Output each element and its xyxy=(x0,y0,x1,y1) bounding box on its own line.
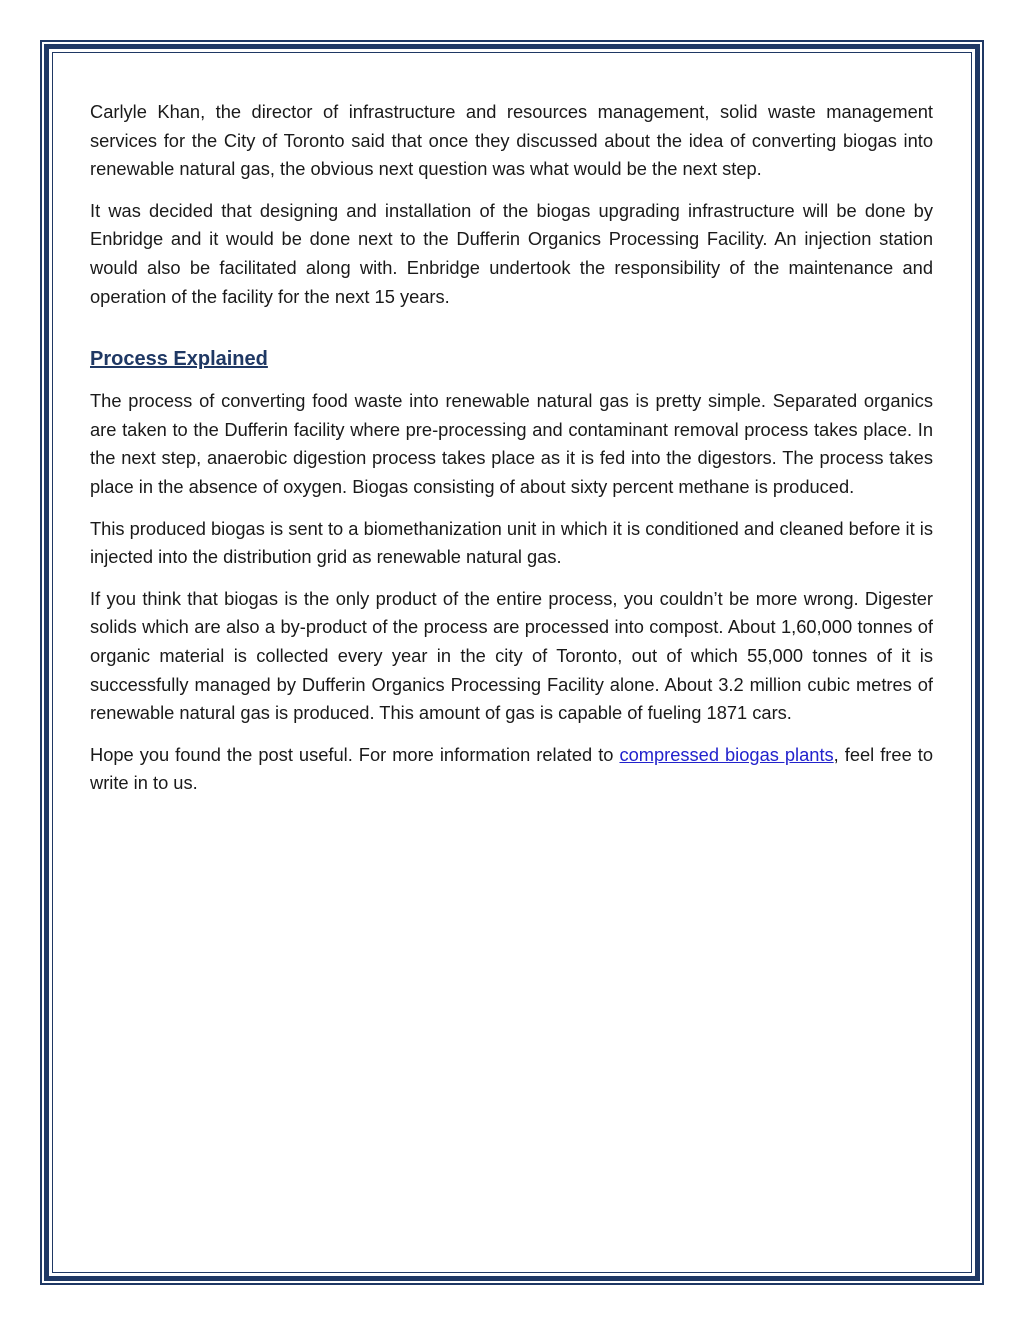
closing-text-after-link: , feel free to write in to us. xyxy=(90,743,933,794)
paragraph-process: The process of converting food waste into renewable natural gas is pretty simple. Separated organics are taken to the Dufferin facility where pre-processing and contaminant removal process takes place. In the next step, anaerobic digestion process takes place as it is fed into the digestors. The process takes place in the absence of oxygen. Biogas consisting of about sixty percent methane is produced. xyxy=(90,390,933,497)
closing-text-before-link: Hope you found the post useful. For more information related to xyxy=(90,743,620,765)
paragraph-carlyle-khan: Carlyle Khan, the director of infrastructure and resources management, solid waste management services for the City of Toronto said that once they discussed about the idea of converting biogas into renewable natural gas, the obvious next question was what would be the next step. xyxy=(90,101,933,180)
section-heading: Process Explained xyxy=(90,348,268,371)
paragraph-compost: If you think that biogas is the only product of the entire process, you couldn’t be more wrong. Digester solids which are also a by-product of the process are processed into compost. About 1,60,000 tonnes of organic material is collected every year in the city of Toronto, out of which 55,000 tonnes of it is successfully managed by Dufferin Organics Processing Facility alone. About 3.2 million cubic metres of renewable natural gas is produced. This amount of gas is capable of fueling 1871 cars. xyxy=(90,587,933,724)
compressed-biogas-plants-link[interactable]: compressed biogas plants xyxy=(619,743,834,765)
paragraph-closing xyxy=(90,741,933,798)
document-body xyxy=(90,98,933,811)
paragraph-biomethanization: This produced biogas is sent to a biomethanization unit in which it is conditioned and cleaned before it is injected into the distribution grid as renewable natural gas. xyxy=(90,517,933,568)
paragraph-enbridge: It was decided that designing and installation of the biogas upgrading infrastructure will be done by Enbridge and it would be done next to the Dufferin Organics Processing Facility. An injection station would also be facilitated along with. Enbridge undertook the responsibility of the maintenance and operation of the facility for the next 15 years. xyxy=(90,199,933,307)
